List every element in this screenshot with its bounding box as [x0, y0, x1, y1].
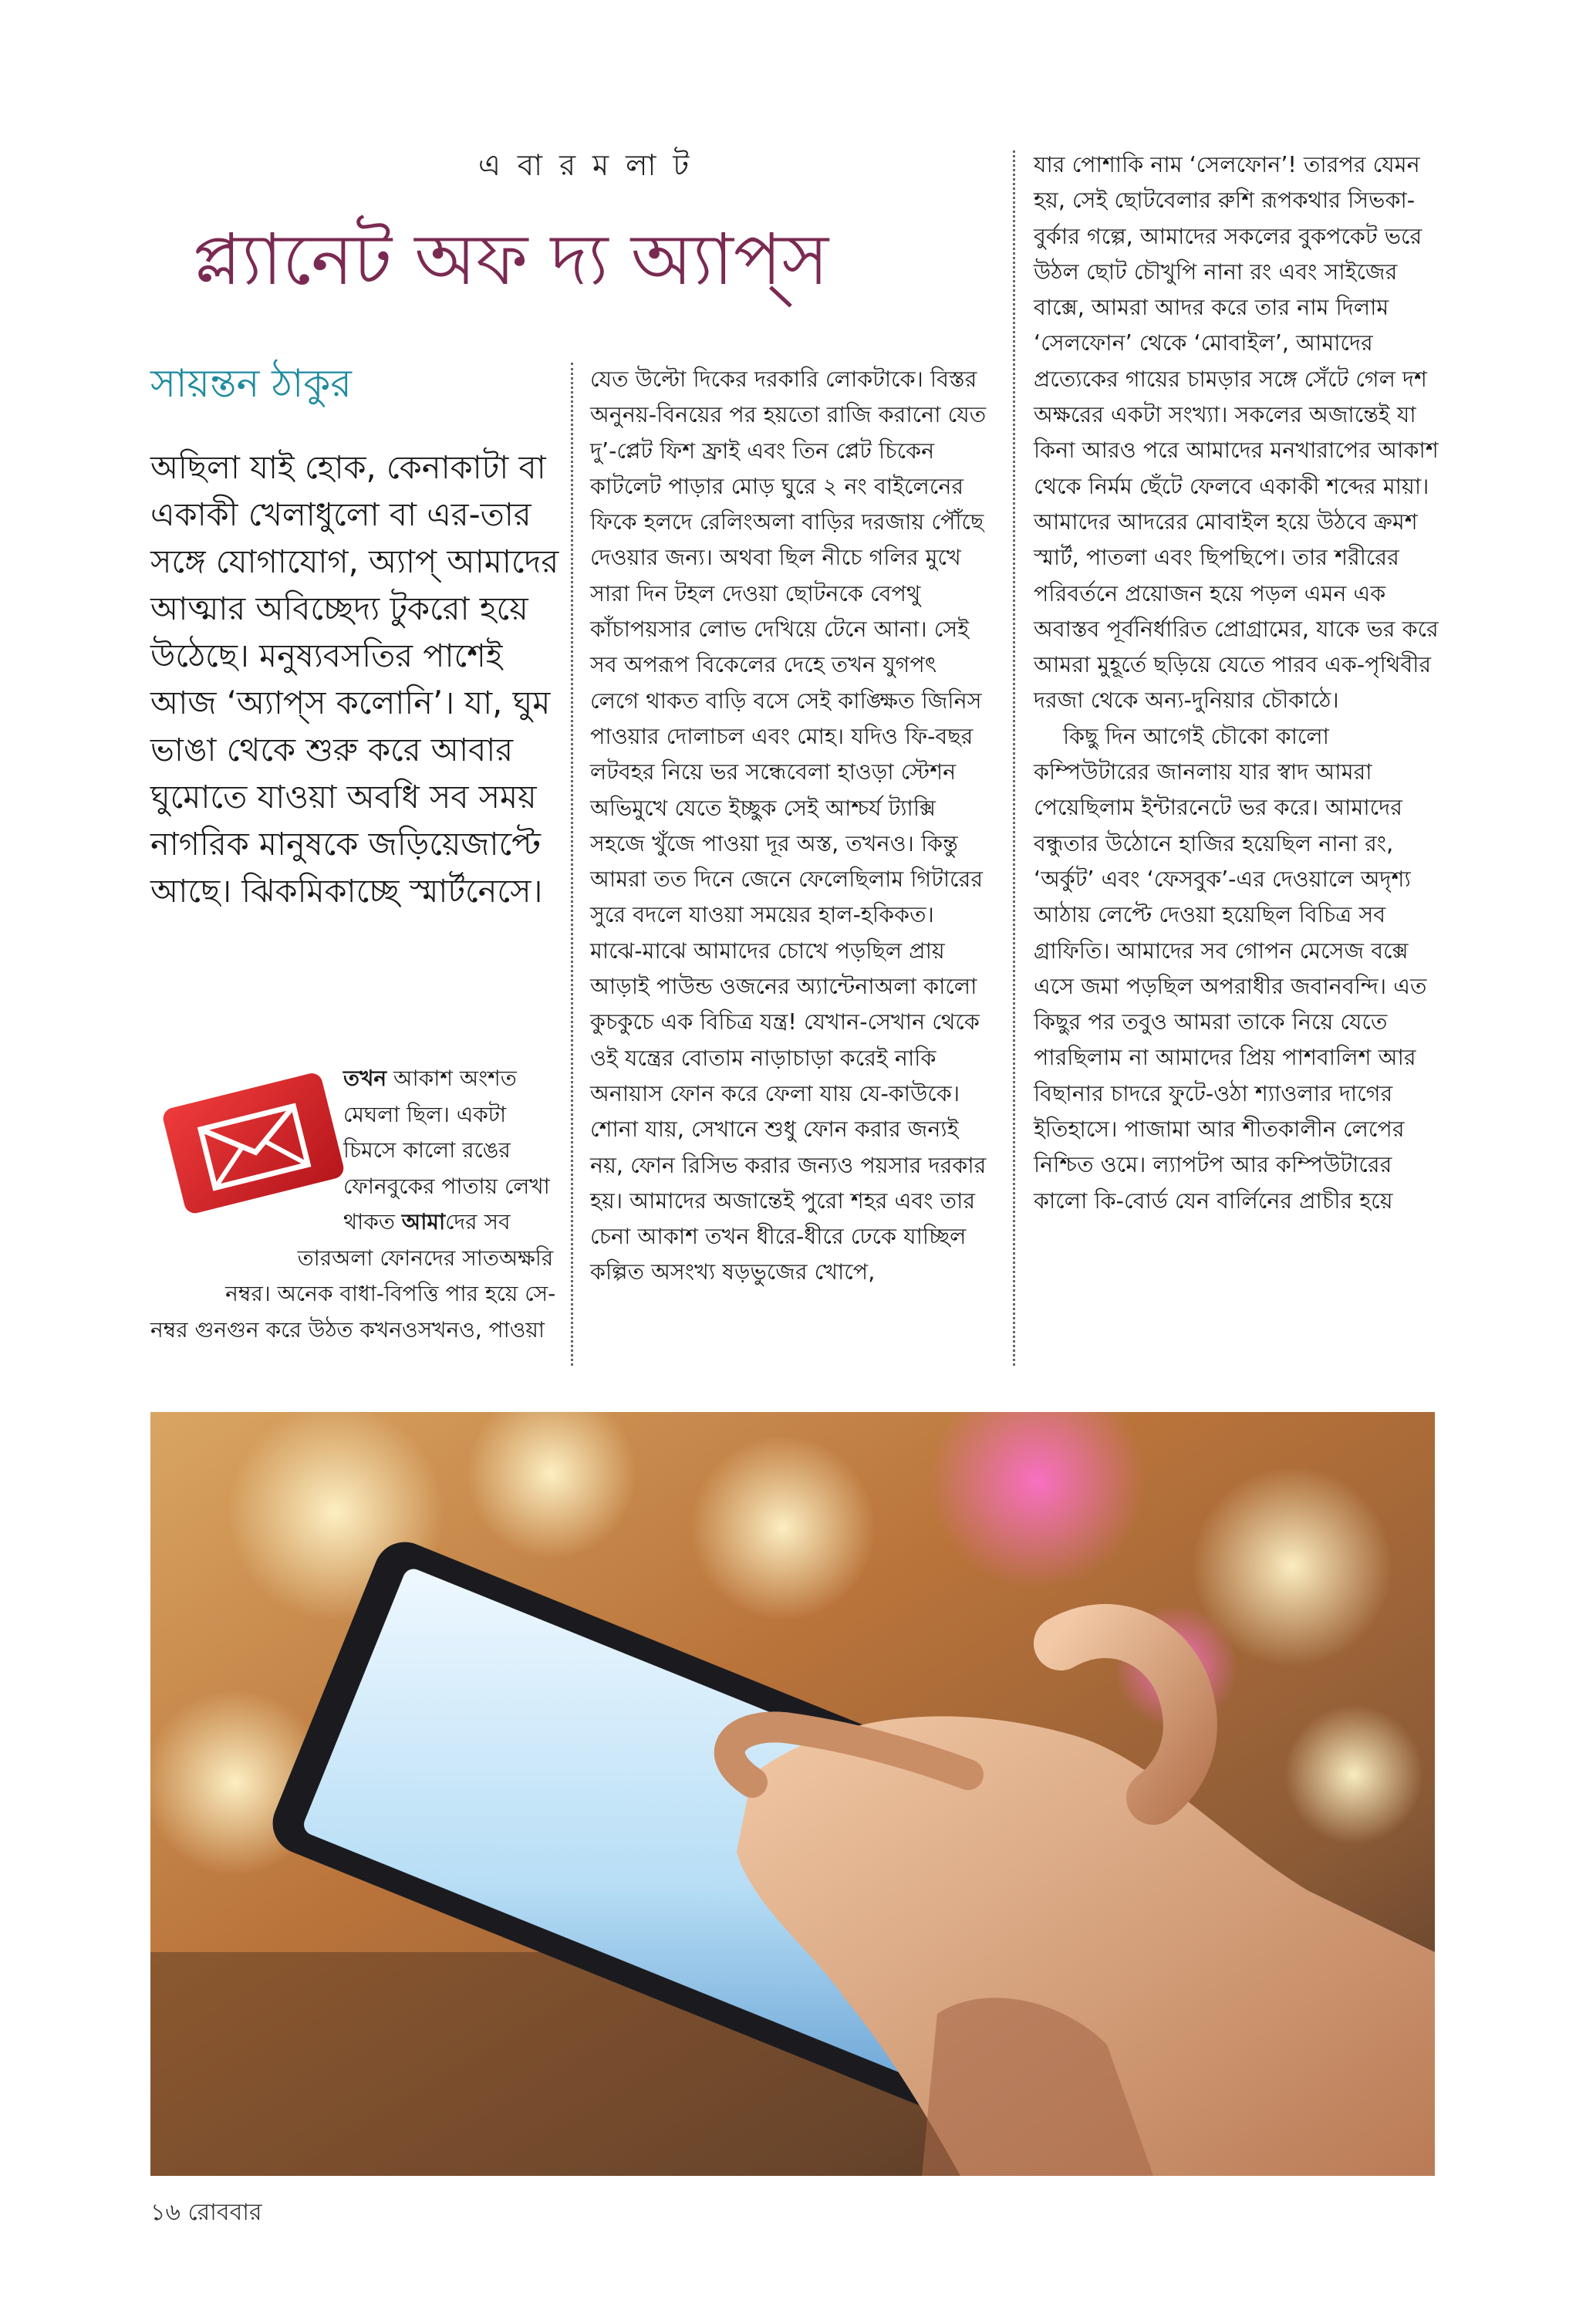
column-3-paragraph-2: কিছু দিন আগেই চৌকো কালো কম্পিউটারের জানলায় যার স্বাদ আমরা পেয়েছিলাম ইন্টারনেটে ভর করে। আমাদের বন্ধুতার উঠোনে হাজির হয়েছিল নানা রং, ‘অর্কুট’ এবং ‘ফেসবুক’-এর দেওয়ালে অদৃশ্য আঠায় লেপ্টে দেওয়া হয়েছিল বিচিত্র সব গ্রাফিতি। আমাদের সব গোপন মেসেজ বক্সে এসে জমা পড়ছিল অপরাধীর জবানবন্দি। এত কিছুর পর তবুও আমরা তাকে নিয়ে যেতে পারছিলাম না আমাদের প্রিয় পাশবালিশ আর বিছানার চাদরে ফুটে-ওঠা শ্যাওলার দাগের ইতিহাসে। পাজামা আর শীতকালীন লেপের নিশ্চিত ওমে। ল্যাপটপ আর কম্পিউটারের কালো কি-বোর্ড যেন বার্লিনের প্রাচীর হয়ে	[1034, 722, 1427, 1214]
intro-standfirst	[150, 444, 567, 914]
column-divider	[1013, 150, 1015, 1366]
column-divider	[571, 363, 573, 1366]
article-headline: প্ল্যানেট অফ দ্য অ্যাপ্‌স	[193, 218, 829, 301]
intro-text: অছিলা যাই হোক, কেনাকাটা বা একাকী খেলাধুলো বা এর-তার সঙ্গে যোগাযোগ, অ্যাপ্‌ আমাদের আত্মার অবিচ্ছেদ্য টুকরো হয়ে উঠেছে। মনুষ্যবসতির পাশেই আজ ‘অ্যাপ্‌স কলোনি’। যা, ঘুম ভাঙা থেকে শুরু করে আবার ঘুমোতে যাওয়া অবধি সব সময় নাগরিক মানুষকে জড়িয়েজাপ্টে আছে। ঝিকমিকাচ্ছে স্মার্টনেসে।	[150, 448, 559, 910]
article-column-2	[590, 361, 991, 1290]
column-3-paragraph-1: যার পোশাকি নাম ‘সেলফোন’! তারপর যেমন হয়, সেই ছোটবেলার রুশি রূপকথার সিভকা-বুর্কার গল্পে, আমাদের সকলের বুকপকেট ভরে উঠল ছোট চৌখুপি নানা রং এবং সাইজের বাক্সে, আমরা আদর করে তার নাম দিলাম ‘সেলফোন’ থেকে ‘মোবাইল’, আমাদের প্রত্যেকের গায়ের চামড়ার সঙ্গে সেঁটে গেল দশ অক্ষরের একটা সংখ্যা। সকলের অজান্তেই যা কিনা আরও পরে আমাদের মনখারাপের আকাশ থেকে নির্মম ছেঁটে ফেলবে একাকী শব্দের মায়া। আমাদের আদরের মোবাইল হয়ে উঠবে ক্রমশ স্মার্ট, পাতলা এবং ছিপছিপে। তার শরীরের পরিবর্তনে প্রয়োজন হয়ে পড়ল এমন এক অবাস্তব পূর্বনির্ধারিত প্রোগ্রামের, যাকে ভর করে আমরা মুহূর্তে ছড়িয়ে যেতে পারব এক-পৃথিবীর দরজা থেকে অন্য-দুনিয়ার চৌকাঠে।	[1034, 151, 1439, 714]
body-start-tail: দের সব তারঅলা ফোনদের সাতঅক্ষরি নম্বর। অনেক বাধা-বিপত্তি পার হয়ে সে-নম্বর গুনগুন করে উঠত কখনওসখনও, পাওয়া	[150, 1209, 556, 1343]
page-footer: ১৬ রোববার	[150, 2199, 262, 2226]
section-kicker: এবারমলাট	[478, 148, 707, 182]
body-start-text: আকাশ অংশত মেঘলা ছিল। একটা চিমসে কালো রঙের ফোনবুকের পাতায় লেখা থাকত	[343, 1066, 550, 1235]
smartphone-hand-photo	[150, 1412, 1435, 2176]
author-byline: সায়ন্তন ঠাকুর	[150, 361, 352, 406]
article-column-3	[1034, 147, 1443, 1218]
column-2-text: যেত উল্টো দিকের দরকারি লোকটাকে। বিস্তর অনুনয়-বিনয়ের পর হয়তো রাজি করানো যেত দু’-প্লেট ফিশ ফ্রাই এবং তিন প্লেট চিকেন কাটলেট পাড়ার মোড় ঘুরে ২ নং বাইলেনের ফিকে হলদে রেলিংঅলা বাড়ির দরজায় পৌঁছে দেওয়ার জন্য। অথবা ছিল নীচে গলির মুখে সারা দিন টহল দেওয়া ছোটনকে বেপথু কাঁচাপয়সার লোভ দেখিয়ে টেনে আনা। সেই সব অপরূপ বিকেলের দেহে তখন যুগপৎ লেগে থাকত বাড়ি বসে সেই কাঙ্ক্ষিত জিনিস পাওয়ার দোলাচল এবং মোহ। যদিও ফি-বছর লটবহর নিয়ে ভর সন্ধেবেলা হাওড়া স্টেশন অভিমুখে যেতে ইচ্ছুক সেই আশ্চর্য ট্যাক্সি সহজে খুঁজে পাওয়া দূর অস্ত, তখনও। কিন্তু আমরা তত দিনে জেনে ফেলেছিলাম গিটারের সুরে বদলে যাওয়া সময়ের হাল-হকিকত। মাঝে-মাঝে আমাদের চোখে পড়ছিল প্রায় আড়াই পাউন্ড ওজনের অ্যান্টেনাঅলা কালো কুচকুচে এক বিচিত্র যন্ত্র! যেখান-সেখান থেকে ওই যন্ত্রের বোতাম নাড়াচাড়া করেই নাকি অনায়াস ফোন করে ফেলা যায় যে-কাউকে। শোনা যায়, সেখানে শুধু ফোন করার জন্যই নয়, ফোন রিসিভ করার জন্যও পয়সার দরকার হয়। আমাদের অজান্তেই পুরো শহর এবং তার চেনা আকাশ তখন ধীরে-ধীরে ঢেকে যাচ্ছিল কল্পিত অসংখ্য ষড়ভুজের খোপে,	[590, 366, 987, 1285]
envelope-icon	[154, 1065, 351, 1219]
drop-bold-word: আমা	[401, 1209, 446, 1235]
drop-lead-word: তখন	[343, 1066, 387, 1091]
